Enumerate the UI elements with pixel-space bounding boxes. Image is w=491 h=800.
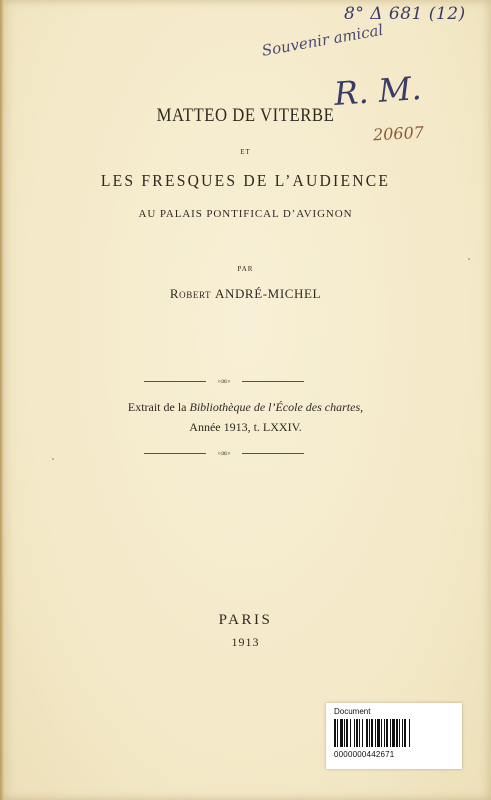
barcode-number: 0000000442671 bbox=[334, 750, 395, 759]
title-conjunction: ET bbox=[240, 148, 251, 156]
author-name bbox=[0, 286, 491, 302]
extract-prefix: Extrait de la bbox=[127, 400, 190, 414]
author-last-name: ANDRÉ-MICHEL bbox=[214, 286, 322, 301]
extract-journal: Bibliothèque de l’École des chartes, bbox=[189, 400, 364, 414]
handwritten-number: 20607 bbox=[372, 122, 425, 145]
title-line-2: LES FRESQUES DE L’AUDIENCE bbox=[100, 171, 391, 190]
paper-speck bbox=[52, 458, 54, 460]
handwritten-dedication: Souvenir amical bbox=[260, 20, 385, 60]
paper-speck bbox=[468, 258, 470, 260]
barcode-label-title: Document bbox=[334, 707, 371, 716]
handwritten-initials: R. M. bbox=[332, 68, 423, 114]
extract-line-2: Année 1913, t. LXXIV. bbox=[189, 420, 302, 434]
ornamental-rule-bottom: ◦∞◦ bbox=[144, 449, 304, 459]
author-first-name: Robert bbox=[169, 286, 212, 301]
imprint-year: 1913 bbox=[231, 635, 260, 649]
title-line-1: MATTEO DE VITERBE bbox=[156, 105, 335, 126]
extract-line-1 bbox=[0, 400, 491, 415]
byline-par: PAR bbox=[237, 265, 254, 273]
imprint-place: PARIS bbox=[218, 612, 273, 628]
barcode-icon bbox=[334, 719, 444, 747]
handwritten-shelfmark: 8° Δ 681 (12) bbox=[344, 4, 466, 24]
document-barcode-label bbox=[326, 703, 462, 769]
title-line-3: AU PALAIS PONTIFICAL D’AVIGNON bbox=[138, 208, 353, 220]
ornamental-rule-top: ◦∞◦ bbox=[144, 377, 304, 387]
